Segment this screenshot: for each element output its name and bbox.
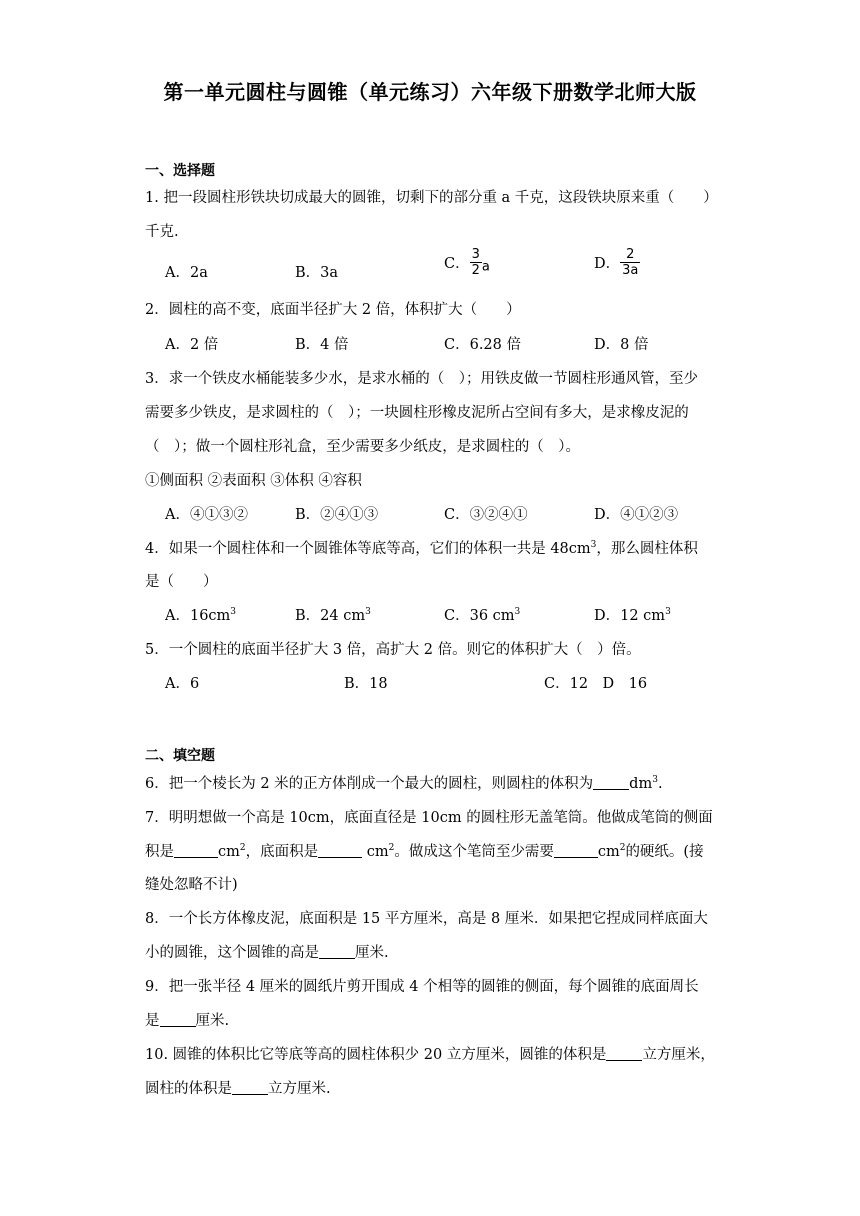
fraction-denominator: 2 bbox=[471, 263, 480, 278]
answer-blank[interactable] bbox=[160, 1012, 196, 1027]
fraction-denominator: 3a bbox=[622, 263, 639, 278]
q6-text-pre: 6．把一个棱长为 2 米的正方体削成一个最大的圆柱，则圆柱的体积为 bbox=[145, 776, 594, 792]
answer-blank[interactable] bbox=[232, 1080, 268, 1095]
fraction-numerator: 3 bbox=[471, 247, 480, 262]
q5-option-b: B．18 bbox=[344, 676, 388, 692]
q3-option-c: C．③②④① bbox=[444, 507, 528, 523]
q9-pre: 是 bbox=[145, 1013, 160, 1029]
q6-unit: dm bbox=[629, 776, 653, 792]
answer-blank[interactable] bbox=[319, 944, 355, 959]
superscript: 2 bbox=[619, 843, 626, 853]
superscript: 3 bbox=[652, 775, 658, 785]
superscript: 3 bbox=[230, 607, 237, 617]
q9-text-line1: 9．把一张半径 4 厘米的圆纸片剪开围成 4 个相等的圆锥的侧面，每个圆锥的底面周长 bbox=[145, 979, 699, 995]
q7-seg-a: 积是 bbox=[145, 844, 174, 860]
q4-text-line1-post: ，那么圆柱体积 bbox=[596, 541, 698, 557]
q9-post: 厘米. bbox=[195, 1013, 230, 1029]
answer-blank[interactable] bbox=[318, 843, 362, 858]
q1-option-d-fraction bbox=[620, 248, 640, 277]
q4-text-line2: 是（ ） bbox=[145, 574, 218, 590]
q7-text-line2 bbox=[145, 840, 704, 861]
q1-option-c-fraction bbox=[470, 248, 482, 277]
q10-pre: 10. 圆锥的体积比它等底等高的圆柱体积少 20 立方厘米，圆锥的体积是 bbox=[145, 1047, 607, 1063]
answer-blank[interactable] bbox=[593, 775, 629, 790]
section-heading-fill: 二、填空题 bbox=[145, 748, 215, 764]
q2-option-b: B．4 倍 bbox=[295, 337, 349, 353]
q10-l2-post: 立方厘米. bbox=[268, 1081, 331, 1097]
q2-option-a: A．2 倍 bbox=[165, 337, 219, 353]
q5-text-line1: 5．一个圆柱的底面半径扩大 3 倍，高扩大 2 倍。则它的体积扩大（ ）倍。 bbox=[145, 642, 641, 658]
q7-text-line1: 7．明明想做一个高是 10cm，底面直径是 10cm 的圆柱形无盖笔筒。他做成笔筒的侧面 bbox=[145, 810, 713, 826]
q1-option-c-label: C． bbox=[444, 256, 470, 272]
q4-option-b-text: B．24 cm bbox=[295, 608, 366, 624]
q1-option-b: B．3a bbox=[295, 265, 339, 281]
q3-text-line1: 3．求一个铁皮水桶能装多少水，是求水桶的（ ）；用铁皮做一节圆柱形通风管，至少 bbox=[145, 371, 698, 387]
q2-text-line1: 2．圆柱的高不变，底面半径扩大 2 倍，体积扩大（ ） bbox=[145, 302, 521, 318]
q7-text-line3: 缝处忽略不计) bbox=[145, 877, 238, 893]
q10-post: 立方厘米， bbox=[642, 1047, 715, 1063]
q5-option-c: C．12 D 16 bbox=[544, 676, 648, 692]
q2-option-c: C．6.28 倍 bbox=[444, 337, 521, 353]
q4-option-d-text: D．12 cm bbox=[594, 608, 666, 624]
q1-text-line2: 千克. bbox=[145, 224, 179, 240]
q6-text bbox=[145, 772, 663, 793]
q4-option-b bbox=[295, 604, 371, 625]
q1-option-d-label: D． bbox=[594, 256, 621, 272]
q2-option-d: D．8 倍 bbox=[594, 337, 649, 353]
q7-seg-d: cm bbox=[362, 844, 389, 860]
q1-option-d bbox=[594, 248, 640, 277]
q8-text-line2 bbox=[145, 941, 389, 962]
q8-post: 厘米. bbox=[355, 945, 389, 961]
q1-text-line1: 1. 把一段圆柱形铁块切成最大的圆锥，切剩下的部分重 a 千克，这段铁块原来重（ ） bbox=[145, 190, 718, 206]
q3-option-d: D．④①②③ bbox=[594, 507, 679, 523]
q4-option-a bbox=[165, 604, 236, 625]
q7-seg-f: cm bbox=[597, 844, 620, 860]
q4-option-c bbox=[444, 604, 520, 625]
q6-end: . bbox=[657, 776, 663, 792]
q1-option-c-variable: a bbox=[481, 259, 490, 275]
q4-option-a-text: A．16cm bbox=[165, 608, 231, 624]
superscript: 3 bbox=[665, 607, 671, 617]
q7-seg-b: cm bbox=[218, 844, 240, 860]
q3-option-a: A．④①③② bbox=[165, 507, 248, 523]
q10-text-line1 bbox=[145, 1043, 715, 1064]
q1-option-a: A．2a bbox=[165, 265, 208, 281]
q4-text-line1 bbox=[145, 537, 698, 558]
page-title: 第一单元圆柱与圆锥（单元练习）六年级下册数学北师大版 bbox=[163, 80, 697, 104]
q3-text-line2: 需要多少铁皮，是求圆柱的（ ）；一块圆柱形橡皮泥所占空间有多大，是求橡皮泥的 bbox=[145, 405, 689, 421]
q7-seg-c: ，底面积是 bbox=[245, 844, 319, 860]
q3-text-line3: （ ）；做一个圆柱形礼盒，至少需要多少纸皮，是求圆柱的（ ）。 bbox=[145, 439, 580, 455]
q4-text-line1-pre: 4．如果一个圆柱体和一个圆锥体等底等高，它们的体积一共是 48cm bbox=[145, 541, 591, 557]
q4-option-c-text: C．36 cm bbox=[444, 608, 515, 624]
q5-option-a: A．6 bbox=[165, 676, 200, 692]
q1-option-c bbox=[444, 248, 490, 277]
q10-text-line2 bbox=[145, 1077, 331, 1098]
q10-l2-pre: 圆柱的体积是 bbox=[145, 1081, 232, 1097]
superscript: 2 bbox=[239, 843, 246, 853]
superscript: 3 bbox=[365, 607, 371, 617]
superscript: 2 bbox=[388, 843, 395, 853]
superscript: 3 bbox=[590, 540, 597, 550]
q4-option-d bbox=[594, 604, 671, 625]
q8-text-line1: 8．一个长方体橡皮泥，底面积是 15 平方厘米，高是 8 厘米．如果把它捏成同样底面大 bbox=[145, 911, 708, 927]
q7-seg-g: 的硬纸。(接 bbox=[625, 844, 704, 860]
section-heading-choice: 一、选择题 bbox=[145, 163, 215, 179]
answer-blank[interactable] bbox=[554, 843, 598, 858]
q8-pre: 小的圆锥，这个圆锥的高是 bbox=[145, 945, 319, 961]
q3-text-line4: ①侧面积 ②表面积 ③体积 ④容积 bbox=[145, 473, 362, 489]
answer-blank[interactable] bbox=[606, 1046, 642, 1061]
q7-seg-e: 。做成这个笔筒至少需要 bbox=[394, 844, 554, 860]
q3-option-b: B．②④①③ bbox=[295, 507, 379, 523]
fraction-numerator: 2 bbox=[626, 247, 635, 262]
q9-text-line2 bbox=[145, 1009, 229, 1030]
superscript: 3 bbox=[514, 607, 521, 617]
answer-blank[interactable] bbox=[174, 843, 218, 858]
